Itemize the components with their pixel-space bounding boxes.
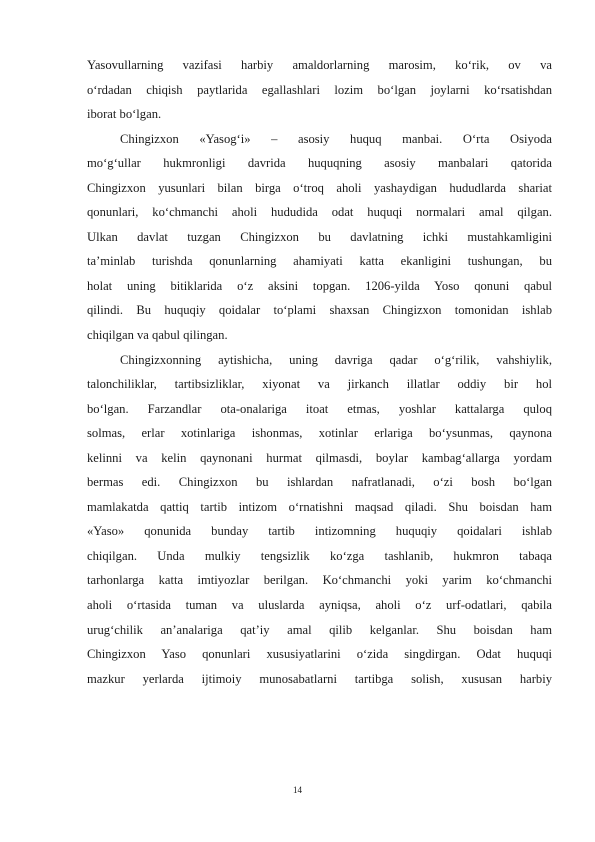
paragraph — [87, 53, 552, 127]
text-line: qilindi. Bu huquqiy qoidalar to‘plami shaxsan Chingizxon tomonidan ishlab — [87, 303, 552, 318]
text-line: aholi o‘rtasida tuman va uluslarda ayniqsa, aholi o‘z urf-odatlari, qabila — [87, 598, 552, 613]
text-line: mazkur yerlarda ijtimoiy munosabatlarni tartibga solish, xususan harbiy — [87, 671, 552, 686]
text-line: Ulkan davlat tuzgan Chingizxon bu davlatning ichki mustahkamligini — [87, 229, 552, 244]
text-line: mamlakatda qattiq tartib intizom o‘rnatishni maqsad qiladi. Shu boisdan ham — [87, 499, 552, 514]
text-line: mo‘g‘ullar hukmronligi davrida huquqning asosiy manbalari qatorida — [87, 156, 552, 171]
page-number: 14 — [293, 785, 302, 795]
text-line: Chingizxon Yaso qonunlari xususiyatlarini o‘zida singdirgan. Odat huquqi — [87, 647, 552, 662]
text-line: kelinni va kelin qaynonani hurmat qilmasdi, boylar kambag‘allarga yordam — [87, 450, 552, 465]
body-text — [87, 53, 552, 691]
text-line: iborat bo‘lgan. — [87, 107, 162, 122]
text-line: talonchiliklar, tartibsizliklar, xiyonat va jirkanch illatlar oddiy bir hol — [87, 377, 552, 392]
text-line: solmas, erlar xotinlariga ishonmas, xotinlar erlariga bo‘ysunmas, qaynona — [87, 426, 552, 441]
text-line: chiqilgan. Unda mulkiy tengsizlik ko‘zga tashlanib, hukmron tabaqa — [87, 548, 552, 563]
text-line: o‘rdadan chiqish paytlarida egallashlari lozim bo‘lgan joylarni ko‘rsatishdan — [87, 82, 552, 97]
text-line: holat uning bitiklarida o‘z aksini topgan. 1206-yilda Yoso qonuni qabul — [87, 278, 552, 293]
text-line: chiqilgan va qabul qilingan. — [87, 328, 228, 343]
text-line: ta’minlab turishda qonunlarning ahamiyati katta ekanligini tushungan, bu — [87, 254, 552, 269]
text-line: Chingizxon «Yasog‘i» – asosiy huquq manbai. O‘rta Osiyoda — [120, 131, 552, 146]
text-line: Chingizxon yusunlari bilan birga o‘troq aholi yashaydigan hududlarda shariat — [87, 180, 552, 195]
text-line: Yasovullarning vazifasi harbiy amaldorlarning marosim, ko‘rik, ov va — [87, 58, 552, 72]
text-line: bo‘lgan. Farzandlar ota-onalariga itoat etmas, yoshlar kattalarga quloq — [87, 401, 552, 416]
text-line: bermas edi. Chingizxon bu ishlardan nafratlanadi, o‘zi bosh bo‘lgan — [87, 475, 552, 490]
paragraph — [87, 127, 552, 348]
text-line: urug‘chilik an’analariga qat’iy amal qilib kelganlar. Shu boisdan ham — [87, 622, 552, 637]
paragraph — [87, 348, 552, 692]
text-line: tarhonlarga katta imtiyozlar berilgan. Ko‘chmanchi yoki yarim ko‘chmanchi — [87, 573, 552, 588]
text-line: qonunlari, ko‘chmanchi aholi hududida odat huquqi normalari amal qilgan. — [87, 205, 552, 220]
text-line: «Yaso» qonunida bunday tartib intizomning huquqiy qoidalari ishlab — [87, 524, 552, 539]
text-line: Chingizxonning aytishicha, uning davriga qadar o‘g‘rilik, vahshiylik, — [120, 352, 552, 367]
